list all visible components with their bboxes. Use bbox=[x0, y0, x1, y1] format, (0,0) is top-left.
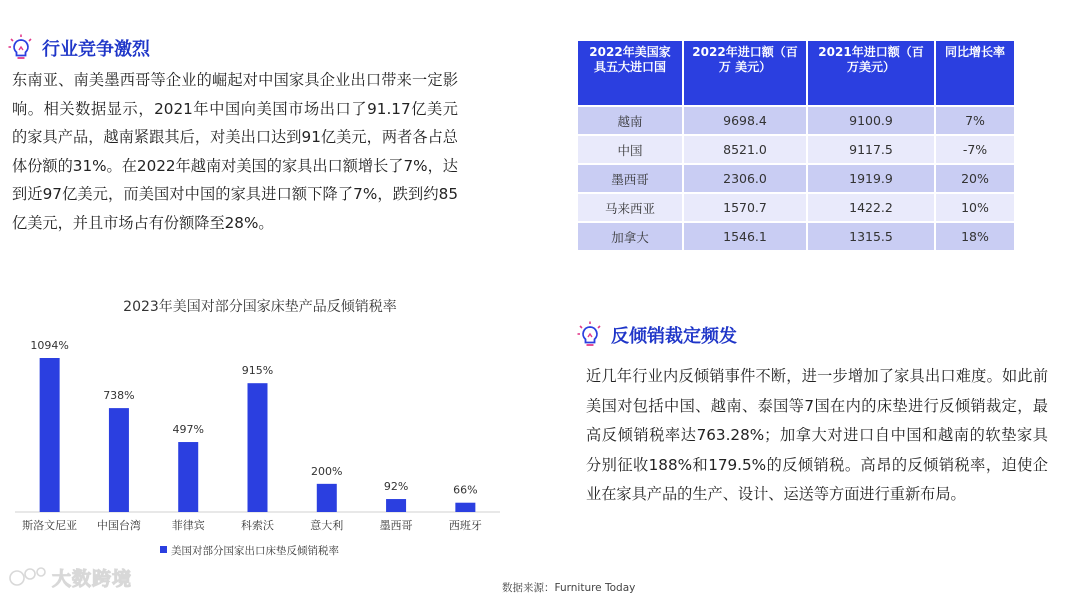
table-cell: 8521.0 bbox=[683, 135, 807, 164]
x-tick-label: 西班牙 bbox=[448, 519, 482, 532]
table-row bbox=[577, 135, 1015, 164]
section-heading-antidumping bbox=[575, 320, 737, 350]
import-table bbox=[576, 39, 1016, 252]
chart-bar bbox=[109, 408, 129, 512]
bar-chart bbox=[0, 320, 520, 570]
watermark-text: 大数跨境 bbox=[52, 568, 133, 590]
table-cell: 20% bbox=[935, 164, 1015, 193]
table-cell: 马来西亚 bbox=[577, 193, 683, 222]
x-tick-label: 中国台湾 bbox=[96, 519, 141, 532]
x-tick-label: 菲律宾 bbox=[171, 519, 205, 532]
table-header-cell: 同比增长率 bbox=[935, 40, 1015, 106]
table-cell: 7% bbox=[935, 106, 1015, 135]
table-header-cell: 2022年进口额（百万 美元） bbox=[683, 40, 807, 106]
antidumping-paragraph: 近几年行业内反倾销事件不断，进一步增加了家具出口难度。如此前美国对包括中国、越南、泰国等7国在内的床垫进行反倾销裁定，最高反倾销税率达763.28%；加拿大对进口自中国和越南的软垫家具分别征收188%和179.5%的反倾销税。高昂的反倾销税率，迫使企业在家具产品的生产、设计、运送等方面进行重新布局。 bbox=[586, 367, 1048, 503]
table-cell: 2306.0 bbox=[683, 164, 807, 193]
table-row bbox=[577, 193, 1015, 222]
table-cell: 1315.5 bbox=[807, 222, 935, 251]
legend-label: 美国对部分国家出口床垫反倾销税率 bbox=[171, 545, 339, 557]
table-cell: 加拿大 bbox=[577, 222, 683, 251]
x-tick-label: 斯洛文尼亚 bbox=[22, 519, 78, 532]
table-row bbox=[577, 222, 1015, 251]
table-cell: 9117.5 bbox=[807, 135, 935, 164]
table-cell: 1919.9 bbox=[807, 164, 935, 193]
chart-title: 2023年美国对部分国家床垫产品反倾销税率 bbox=[123, 299, 397, 315]
data-label: 497% bbox=[172, 423, 204, 437]
table-cell: 墨西哥 bbox=[577, 164, 683, 193]
chart-bar bbox=[317, 484, 337, 512]
competition-paragraph: 东南亚、南美墨西哥等企业的崛起对中国家具企业出口带来一定影响。相关数据显示，2021年中国向美国市场出口了91.17亿美元的家具产品，越南紧跟其后，对美出口达到91亿美元，两者各占总体份额的31%。在2022年越南对美国的家具出口额增长了7%，达到近97亿美元，而美国对中国的家具进口额下降了7%，跌到约85亿美元，并且市场占有份额降至28%。 bbox=[12, 71, 458, 232]
section-title: 行业竞争激烈 bbox=[42, 39, 150, 60]
table-cell: 中国 bbox=[577, 135, 683, 164]
chart-bar bbox=[248, 383, 268, 512]
x-tick-label: 意大利 bbox=[310, 519, 344, 532]
table-row bbox=[577, 164, 1015, 193]
x-tick-label: 科索沃 bbox=[241, 519, 274, 532]
table-cell: 18% bbox=[935, 222, 1015, 251]
table-header-cell: 2022年美国家具五大进口国 bbox=[577, 40, 683, 106]
table-cell: 1422.2 bbox=[807, 193, 935, 222]
table-cell: 越南 bbox=[577, 106, 683, 135]
table-cell: 10% bbox=[935, 193, 1015, 222]
data-label: 66% bbox=[453, 483, 478, 497]
watermark-logo bbox=[8, 564, 132, 591]
table-cell: 9698.4 bbox=[683, 106, 807, 135]
brand-logo-icon bbox=[8, 565, 48, 591]
data-label: 92% bbox=[383, 480, 409, 494]
data-label: 915% bbox=[241, 364, 274, 378]
lightbulb-icon bbox=[575, 320, 605, 350]
data-label: 1094% bbox=[30, 339, 69, 352]
table-row bbox=[577, 106, 1015, 135]
table-header-row bbox=[577, 40, 1015, 106]
chart-bar bbox=[40, 358, 60, 512]
section-heading-competition bbox=[6, 33, 150, 63]
table-header-cell: 2021年进口额（百万美元） bbox=[807, 40, 935, 106]
x-tick-label: 墨西哥 bbox=[379, 519, 413, 532]
data-source: 数据来源：Furniture Today bbox=[502, 582, 636, 594]
section-title: 反倾销裁定频发 bbox=[611, 326, 737, 347]
table-cell: 1546.1 bbox=[683, 222, 807, 251]
data-label: 200% bbox=[311, 464, 343, 478]
chart-bar bbox=[178, 442, 198, 512]
table-cell: 9100.9 bbox=[807, 106, 935, 135]
table-cell: 1570.7 bbox=[683, 193, 807, 222]
chart-bar bbox=[386, 499, 406, 512]
legend-swatch bbox=[160, 546, 167, 553]
lightbulb-icon bbox=[6, 33, 36, 63]
data-label: 738% bbox=[103, 389, 135, 403]
chart-bar bbox=[455, 503, 475, 512]
table-cell: -7% bbox=[935, 135, 1015, 164]
